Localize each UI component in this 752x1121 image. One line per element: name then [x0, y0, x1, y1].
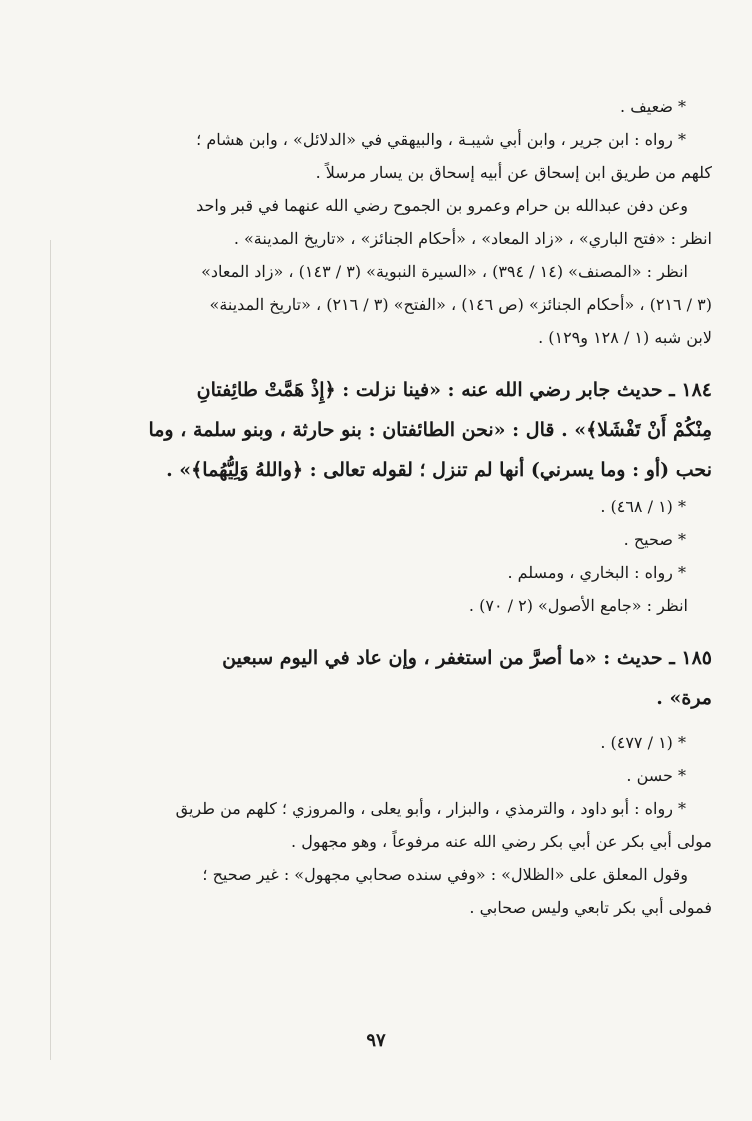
hadith-184-heading: مِنْكُمْ أَنْ تَفْشَلا﴾» . قال : «نحن الطائفتان : بنو حارثة ، وبنو سلمة ، وما [148, 419, 712, 441]
burial-line: وعن دفن عبدالله بن حرام وعمرو بن الجموح رضي الله عنهما في قبر واحد [196, 196, 688, 215]
grade-line: * صحيح . [623, 530, 686, 549]
narration-line: * رواه : ابن جرير ، وابن أبي شيبـة ، والبيهقي في «الدلائل» ، وابن هشام ؛ [196, 130, 686, 149]
page-body [86, 90, 712, 924]
page-edge-line [50, 240, 51, 1060]
hadith-185-heading: ١٨٥ ـ حديث : «ما أصرَّ من استغفر ، وإن عاد في اليوم سبعين [222, 647, 712, 669]
narration-line: * رواه : البخاري ، ومسلم . [507, 563, 686, 582]
commentary-line: فمولى أبي بكر تابعي وليس صحابي . [469, 898, 712, 917]
grade-line: * حسن . [626, 766, 686, 785]
references-line: انظر : «المصنف» (١٤ / ٣٩٤) ، «السيرة النبوية» (٣ / ١٤٣) ، «زاد المعاد» [201, 262, 688, 281]
volume-page-ref: * (١ / ٤٦٨) . [600, 497, 686, 516]
hadith-184-heading: نحب (أو : وما يسرني) أنها لم تنزل ؛ لقوله تعالى : ﴿واللهُ وَلِيُّهُما﴾» . [166, 459, 712, 481]
hadith-184-heading: ١٨٤ ـ حديث جابر رضي الله عنه : «فينا نزلت : ﴿إِذْ هَمَّتْ طائِفتانِ [196, 379, 712, 401]
volume-page-ref: * (١ / ٤٧٧) . [600, 733, 686, 752]
narration-line: كلهم من طريق ابن إسحاق عن أبيه إسحاق بن يسار مرسلاً . [315, 163, 712, 182]
grade-line: * ضعيف . [620, 97, 686, 116]
page-number: ٩٧ [366, 1030, 386, 1051]
see-also-line: انظر : «جامع الأصول» (٢ / ٧٠) . [468, 596, 688, 615]
narration-line: مولى أبي بكر عن أبي بكر رضي الله عنه مرفوعاً ، وهو مجهول . [291, 832, 712, 851]
burial-line: انظر : «فتح الباري» ، «زاد المعاد» ، «أحكام الجنائز» ، «تاريخ المدينة» . [233, 229, 712, 248]
narration-line: * رواه : أبو داود ، والترمذي ، والبزار ، وأبو يعلى ، والمروزي ؛ كلهم من طريق [175, 799, 686, 818]
references-line: (٣ / ٢١٦) ، «أحكام الجنائز» (ص ١٤٦) ، «الفتح» (٣ / ٢١٦) ، «تاريخ المدينة» [209, 295, 712, 314]
commentary-line: وقول المعلق على «الظلال» : «وفي سنده صحابي مجهول» : غير صحيح ؛ [202, 865, 688, 884]
references-line: لابن شبه (١ / ١٢٨ و١٢٩) . [538, 328, 712, 347]
hadith-185-heading: مرة» . [656, 687, 712, 709]
